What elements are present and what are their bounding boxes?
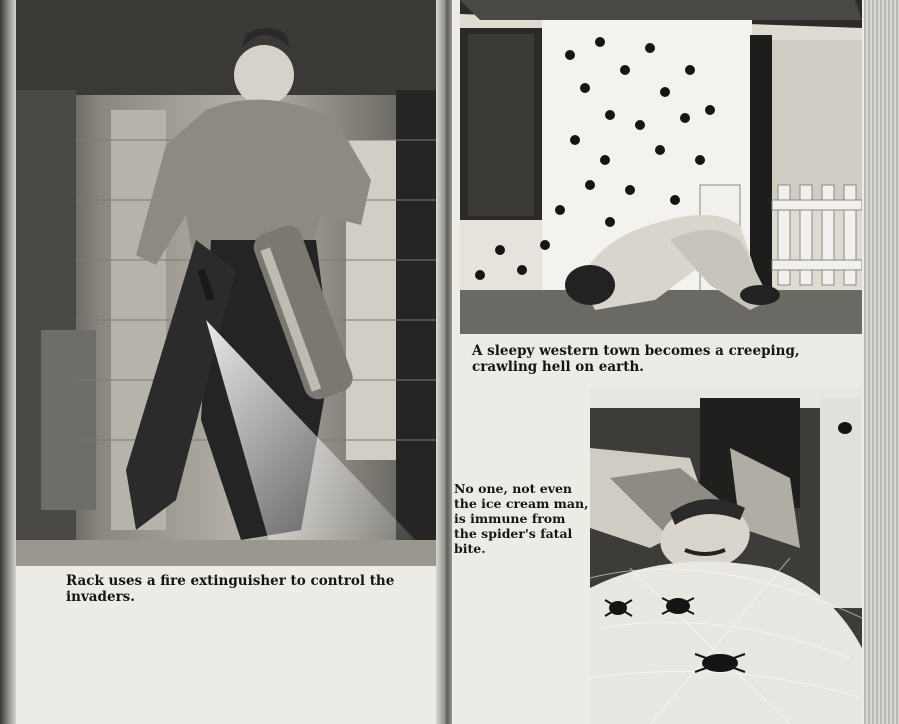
right-page bbox=[452, 0, 864, 724]
caption-fire-extinguisher: Rack uses a fire extinguisher to control the invaders. bbox=[66, 573, 395, 605]
left-page bbox=[16, 0, 440, 724]
caption-ice-cream-man: No one, not even the ice cream man, is immune from the spider's fatal bite. bbox=[454, 481, 589, 556]
photo-man-with-fire-extinguisher bbox=[16, 0, 440, 566]
caption-sleepy-town: A sleepy western town becomes a creeping, crawling hell on earth. bbox=[472, 343, 800, 375]
photo-ice-cream-man-webbed bbox=[590, 388, 862, 724]
book-right-edge bbox=[864, 0, 899, 724]
photo-spiders-on-house bbox=[460, 0, 862, 334]
book-left-edge bbox=[0, 0, 16, 724]
